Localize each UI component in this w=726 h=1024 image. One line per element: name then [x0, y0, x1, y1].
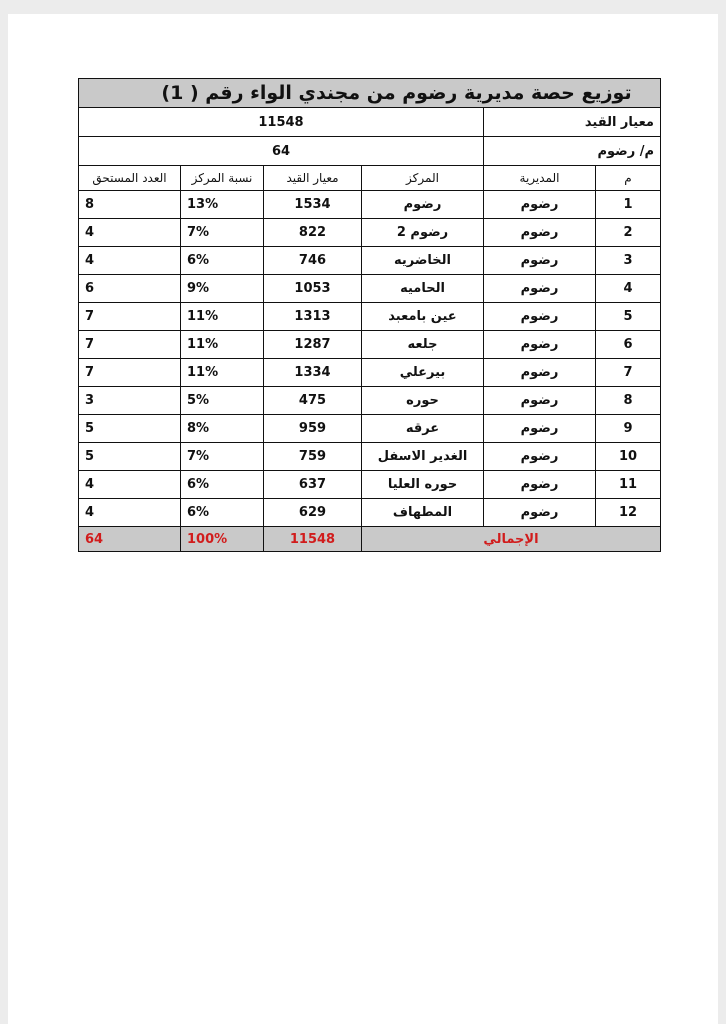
- cell-center: رضوم: [362, 191, 484, 219]
- cell-entitled-count: 4: [79, 499, 181, 527]
- cell-enrollment: 475: [264, 387, 362, 415]
- cell-index: 5: [596, 303, 661, 331]
- cell-enrollment: 1334: [264, 359, 362, 387]
- cell-entitled-count: 7: [79, 359, 181, 387]
- cell-center-pct: 13%: [181, 191, 264, 219]
- cell-entitled-count: 7: [79, 331, 181, 359]
- total-enrollment: 11548: [264, 527, 362, 552]
- total-row: [79, 527, 661, 552]
- cell-index: 10: [596, 443, 661, 471]
- cell-enrollment: 1313: [264, 303, 362, 331]
- cell-directorate: رضوم: [484, 499, 596, 527]
- cell-entitled-count: 5: [79, 443, 181, 471]
- cell-enrollment: 746: [264, 247, 362, 275]
- cell-enrollment: 959: [264, 415, 362, 443]
- header-entitled-count: العدد المستحق: [79, 166, 181, 191]
- cell-entitled-count: 3: [79, 387, 181, 415]
- cell-index: 4: [596, 275, 661, 303]
- cell-enrollment: 1534: [264, 191, 362, 219]
- cell-entitled-count: 4: [79, 219, 181, 247]
- cell-directorate: رضوم: [484, 443, 596, 471]
- cell-center-pct: 7%: [181, 443, 264, 471]
- cell-center: عرقه: [362, 415, 484, 443]
- table-row: [79, 191, 661, 219]
- cell-directorate: رضوم: [484, 275, 596, 303]
- header-center-pct: نسبة المركز: [181, 166, 264, 191]
- column-header-row: [79, 166, 661, 191]
- cell-enrollment: 759: [264, 443, 362, 471]
- enrollment-summary-row: [79, 108, 661, 137]
- cell-entitled-count: 4: [79, 247, 181, 275]
- table-row: [79, 443, 661, 471]
- cell-entitled-count: 7: [79, 303, 181, 331]
- cell-center: بيرعلي: [362, 359, 484, 387]
- table-row: [79, 387, 661, 415]
- cell-enrollment: 629: [264, 499, 362, 527]
- enrollment-summary-label: معيار القيد: [484, 108, 661, 137]
- cell-center-pct: 11%: [181, 331, 264, 359]
- table-row: [79, 331, 661, 359]
- title-row: [79, 79, 661, 108]
- cell-center-pct: 6%: [181, 499, 264, 527]
- cell-directorate: رضوم: [484, 303, 596, 331]
- table-row: [79, 359, 661, 387]
- header-directorate: المديرية: [484, 166, 596, 191]
- enrollment-summary-value: 11548: [79, 108, 484, 137]
- cell-directorate: رضوم: [484, 359, 596, 387]
- cell-center-pct: 11%: [181, 303, 264, 331]
- cell-center-pct: 6%: [181, 471, 264, 499]
- header-index: م: [596, 166, 661, 191]
- header-center: المركز: [362, 166, 484, 191]
- cell-index: 2: [596, 219, 661, 247]
- cell-center-pct: 5%: [181, 387, 264, 415]
- cell-center-pct: 8%: [181, 415, 264, 443]
- cell-center: حوره العليا: [362, 471, 484, 499]
- table-row: [79, 499, 661, 527]
- directorate-summary-row: [79, 137, 661, 166]
- cell-index: 9: [596, 415, 661, 443]
- total-label: الإجمالي: [362, 527, 661, 552]
- directorate-summary-label: م/ رضوم: [484, 137, 661, 166]
- cell-center: الخاضريه: [362, 247, 484, 275]
- table-row: [79, 247, 661, 275]
- cell-center: حوره: [362, 387, 484, 415]
- cell-entitled-count: 6: [79, 275, 181, 303]
- directorate-summary-value: 64: [79, 137, 484, 166]
- cell-directorate: رضوم: [484, 219, 596, 247]
- cell-directorate: رضوم: [484, 247, 596, 275]
- cell-enrollment: 1053: [264, 275, 362, 303]
- cell-index: 12: [596, 499, 661, 527]
- header-enrollment: معيار القيد: [264, 166, 362, 191]
- cell-center-pct: 9%: [181, 275, 264, 303]
- cell-directorate: رضوم: [484, 415, 596, 443]
- cell-enrollment: 637: [264, 471, 362, 499]
- cell-index: 1: [596, 191, 661, 219]
- cell-center: المطهاف: [362, 499, 484, 527]
- cell-directorate: رضوم: [484, 331, 596, 359]
- cell-center: عين بامعبد: [362, 303, 484, 331]
- cell-directorate: رضوم: [484, 471, 596, 499]
- table-row: [79, 303, 661, 331]
- total-entitled-count: 64: [79, 527, 181, 552]
- cell-directorate: رضوم: [484, 191, 596, 219]
- cell-center-pct: 7%: [181, 219, 264, 247]
- table-title: توزيع حصة مديرية رضوم من مجندي الواء رقم ( 1): [79, 79, 661, 108]
- cell-center-pct: 6%: [181, 247, 264, 275]
- table-row: [79, 415, 661, 443]
- cell-index: 6: [596, 331, 661, 359]
- cell-enrollment: 1287: [264, 331, 362, 359]
- cell-center: الغدير الاسفل: [362, 443, 484, 471]
- table-row: [79, 471, 661, 499]
- cell-center: الحاميه: [362, 275, 484, 303]
- cell-index: 7: [596, 359, 661, 387]
- cell-entitled-count: 4: [79, 471, 181, 499]
- cell-center: رضوم 2: [362, 219, 484, 247]
- table-row: [79, 275, 661, 303]
- cell-index: 11: [596, 471, 661, 499]
- table-row: [79, 219, 661, 247]
- cell-entitled-count: 8: [79, 191, 181, 219]
- cell-entitled-count: 5: [79, 415, 181, 443]
- cell-index: 8: [596, 387, 661, 415]
- cell-enrollment: 822: [264, 219, 362, 247]
- cell-index: 3: [596, 247, 661, 275]
- cell-directorate: رضوم: [484, 387, 596, 415]
- total-center-pct: 100%: [181, 527, 264, 552]
- cell-center-pct: 11%: [181, 359, 264, 387]
- distribution-table: [78, 78, 661, 552]
- cell-center: جلعه: [362, 331, 484, 359]
